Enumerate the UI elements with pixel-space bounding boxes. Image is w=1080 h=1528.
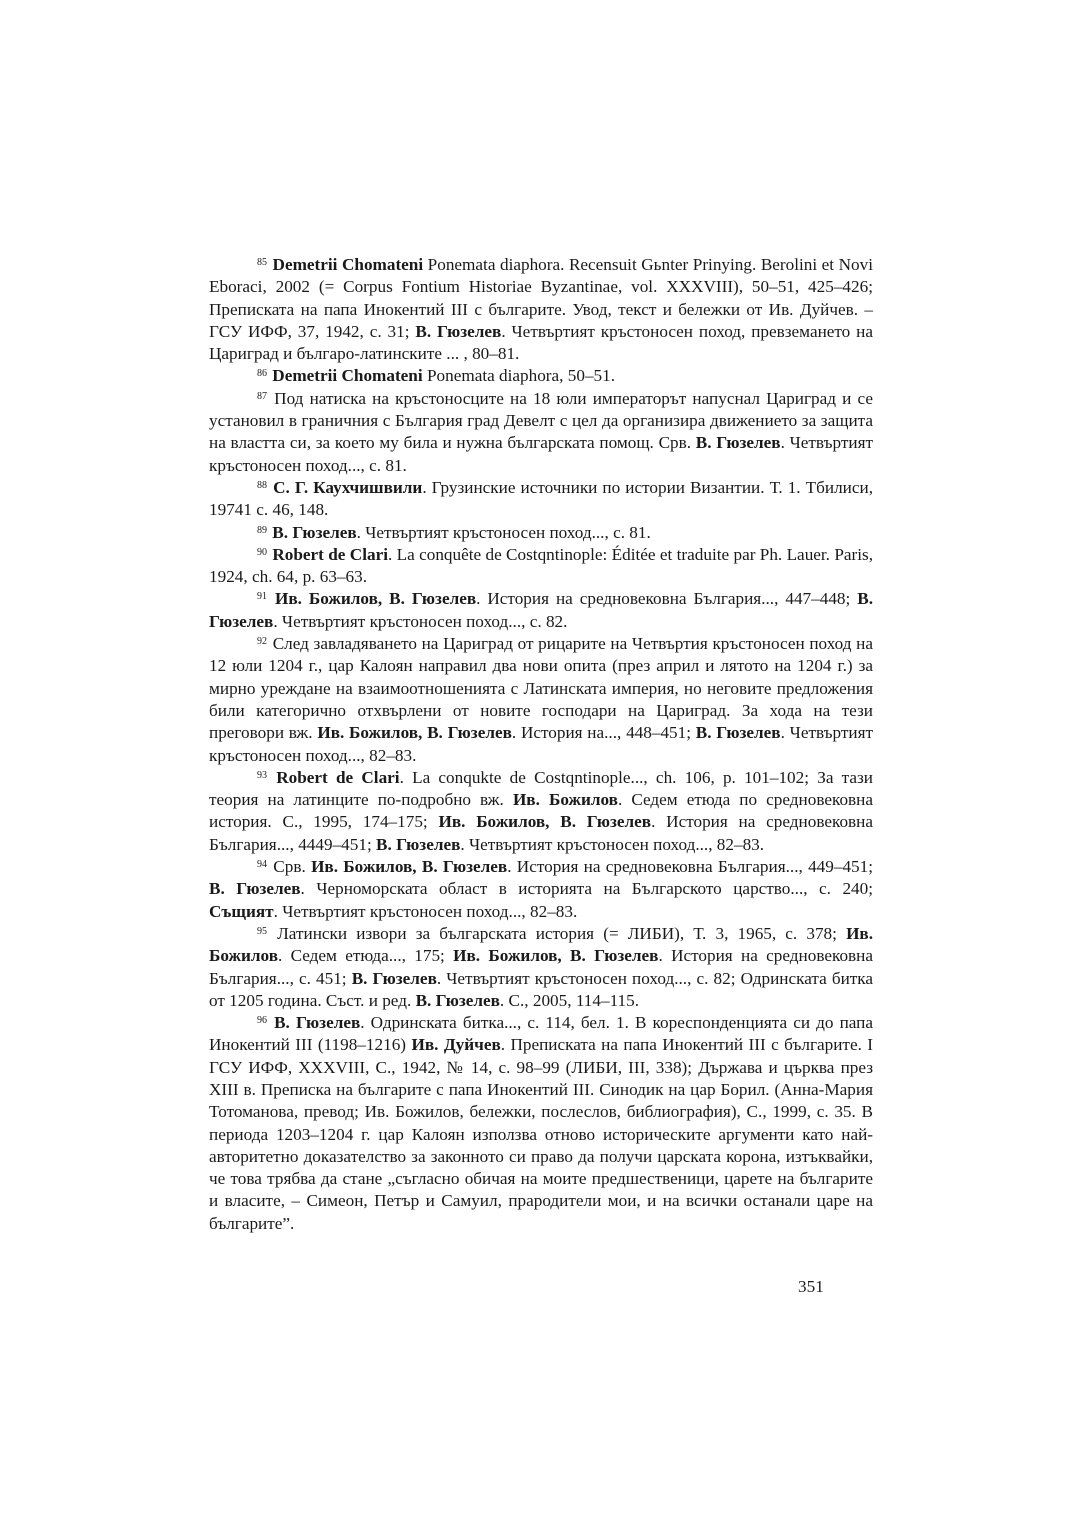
- footnote-number: 91: [257, 591, 267, 603]
- footnote-text: Ponemata diaphora. Recensuit Gьnter Prinying. Berolini et Novi Eboraci, 2002 (= Corpus Fontium Historiae Byzantinae, vol. XXXVIII), 50–51, 425–426; Преписката на папа Инокентий III с българите. Увод, текст и бележки от Ив. Дуйчев. – ГСУ ИФФ, 37, 1942, с. 31;: [209, 255, 873, 341]
- footnote-text: . История на средновековна България..., 447–448;: [476, 589, 858, 609]
- footnote-96: [209, 1012, 873, 1235]
- footnote-number: 96: [257, 1015, 267, 1027]
- footnote-author: Ив. Божилов, В. Гюзелев: [311, 857, 508, 877]
- footnote-text: . История на средновековна България..., 4449–451;: [209, 812, 873, 854]
- footnote-text: Срв.: [273, 857, 312, 877]
- footnote-author: Ив. Божилов: [209, 923, 874, 966]
- footnote-number: 94: [257, 859, 267, 871]
- footnote-author: В. Гюзелев: [695, 723, 781, 743]
- footnote-95: [209, 923, 873, 1012]
- footnote-text: . Четвъртият кръстоносен поход..., с. 82; Одринската битка от 1205 година. Съст. и ред.: [209, 968, 874, 1010]
- footnote-number: 90: [257, 546, 267, 558]
- footnote-92: [209, 633, 873, 767]
- footnote-number: 85: [257, 257, 267, 268]
- footnote-number: 87: [257, 390, 267, 402]
- footnote-author: В. Гюзелев: [415, 321, 502, 341]
- footnote-number: 88: [257, 479, 267, 491]
- footnote-author: Ив. Божилов, В. Гюзелев: [274, 589, 477, 609]
- footnote-author: В. Гюзелев: [274, 1013, 361, 1033]
- footnote-text: . La conquête de Costqntinople: Éditée et traduite par Ph. Lauer. Paris, 1924, ch. 64, p. 63–63.: [209, 544, 874, 587]
- footnote-author: Същият: [209, 901, 274, 921]
- footnote-author: Ив. Божилов, В. Гюзелев: [438, 812, 652, 832]
- footnote-85: [209, 254, 873, 365]
- footnote-text: След завладяването на Цариград от рицарите на Четвъртия кръстоносен поход на 12 юли 1204 г., цар Калоян направил два нови опита (през април и лятото на 1204 г.) за мирно уреждане на взаимоотношенията с Латинската империя, но неговите предложения били категорично отхвърлени от новите господари на Цариград. За хода на тези преговори вж.: [209, 634, 873, 743]
- footnotes-block: [209, 254, 873, 1235]
- footnote-text: . Четвъртият кръстоносен поход..., 82–83.: [273, 901, 578, 921]
- footnote-text: . Седем етюда по средновековна история. С., 1995, 174–175;: [209, 790, 873, 832]
- footnote-number: 92: [257, 636, 267, 648]
- footnote-number: 95: [257, 925, 267, 937]
- footnote-author: В. Гюзелев: [209, 879, 301, 899]
- footnote-author: Demetrii Chomateni: [272, 255, 424, 274]
- footnote-number: 89: [257, 524, 267, 536]
- footnote-text: . Четвъртият кръстоносен поход, превземането на Цариград и българо-латинските ... , 80–81.: [209, 321, 873, 364]
- footnote-93: [209, 767, 873, 856]
- footnote-author: В. Гюзелев: [415, 990, 500, 1010]
- footnote-text: Ponemata diaphora, 50–51.: [422, 366, 616, 386]
- footnote-author: В. Гюзелев: [695, 433, 781, 453]
- footnote-text: . Четвъртият кръстоносен поход..., с. 82.: [273, 611, 568, 631]
- footnote-89: [209, 522, 873, 544]
- footnote-88: [209, 477, 873, 522]
- footnote-author: С. Г. Каухчишвили: [273, 477, 423, 497]
- footnote-text: . Преписката на папа Инокентий III с българите. I ГСУ ИФФ, XXXVIII, С., 1942, № 14, с. 98–99 (ЛИБИ, III, 338); Държава и църква през XIII в. Преписка на българите с папа Инокентий III. Синодик на цар Борил. (Анна-Мария Тотоманова, превод; Ив. Божилов, бележки, послеслов, библиография), С., 1999, с. 35. В периода 1203–1204 г. цар Калоян използва отново историческите аргументи като най-авторитетно доказателство за законното си право да получи царската корона, изтъквайки, че това трябва да стане „съгласно обичая на моите предшественици, царете на българите и власите, – Симеон, Петър и Самуил, прародители мои, и на всички останали царе на българите”.: [209, 1035, 874, 1233]
- footnote-text: . Грузинские источники по истории Византии. Т. 1. Тбилиси, 19741 с. 46, 148.: [209, 477, 873, 520]
- footnote-author: Robert de Clari: [276, 767, 400, 787]
- footnote-author: В. Гюзелев: [351, 968, 437, 988]
- footnote-text: . Четвъртият кръстоносен поход..., с. 81.: [356, 522, 651, 542]
- footnote-text: . Четвъртият кръстоносен поход..., 82–83.: [460, 834, 765, 854]
- footnote-94: [209, 856, 873, 923]
- footnote-author: Ив. Божилов, В. Гюзелев: [453, 946, 659, 966]
- footnote-author: Robert de Clari: [272, 544, 388, 564]
- footnote-number: 93: [257, 769, 267, 781]
- footnote-author: Ив. Божилов, В. Гюзелев: [317, 723, 512, 743]
- footnote-author: Ив. Дуйчев: [411, 1035, 501, 1055]
- footnote-90: [209, 544, 873, 589]
- footnote-text: . La conqukte de Costqntinople..., ch. 106, p. 101–102; За тази теория на латинците по-подробно вж.: [209, 767, 874, 810]
- footnote-text: . История на..., 448–451;: [511, 723, 696, 743]
- footnote-text: Под натиска на кръстоносците на 18 юли императорът напуснал Цариград и се установил в граничния с България град Девелт с цел да организира движението за защита на властта си, за което му била и нужна българската помощ. Срв.: [209, 388, 874, 453]
- footnote-author: Demetrii Chomateni: [272, 366, 423, 386]
- footnote-91: [209, 588, 873, 633]
- footnote-author: Ив. Божилов: [512, 790, 618, 810]
- footnote-author: В. Гюзелев: [376, 834, 461, 854]
- footnote-86: [209, 365, 873, 387]
- footnote-text: . Седем етюда..., 175;: [277, 946, 454, 966]
- footnote-text: . Одринската битка..., с. 114, бел. 1. В кореспонденцията си до папа Инокентий III (1198–1216): [209, 1013, 873, 1055]
- footnote-text: . История на средновековна България..., с. 451;: [209, 946, 873, 988]
- footnote-text: . С., 2005, 114–115.: [499, 990, 640, 1010]
- footnote-text: . Четвъртият кръстоносен поход..., 82–83.: [209, 723, 874, 765]
- page-number: 351: [798, 1277, 824, 1296]
- footnote-text: . Черноморската област в историята на Българското царство..., с. 240;: [300, 879, 874, 899]
- footnote-text: Латински извори за българската история (= ЛИБИ), Т. 3, 1965, с. 378;: [277, 923, 847, 943]
- footnote-author: В. Гюзелев: [272, 522, 357, 542]
- footnote-number: 86: [257, 368, 267, 380]
- footnote-author: В. Гюзелев: [209, 589, 874, 631]
- footnote-text: . Четвъртият кръстоносен поход..., с. 81.: [209, 433, 873, 475]
- footnote-text: . История на средновековна България..., 449–451;: [507, 857, 874, 877]
- footnote-87: [209, 388, 873, 477]
